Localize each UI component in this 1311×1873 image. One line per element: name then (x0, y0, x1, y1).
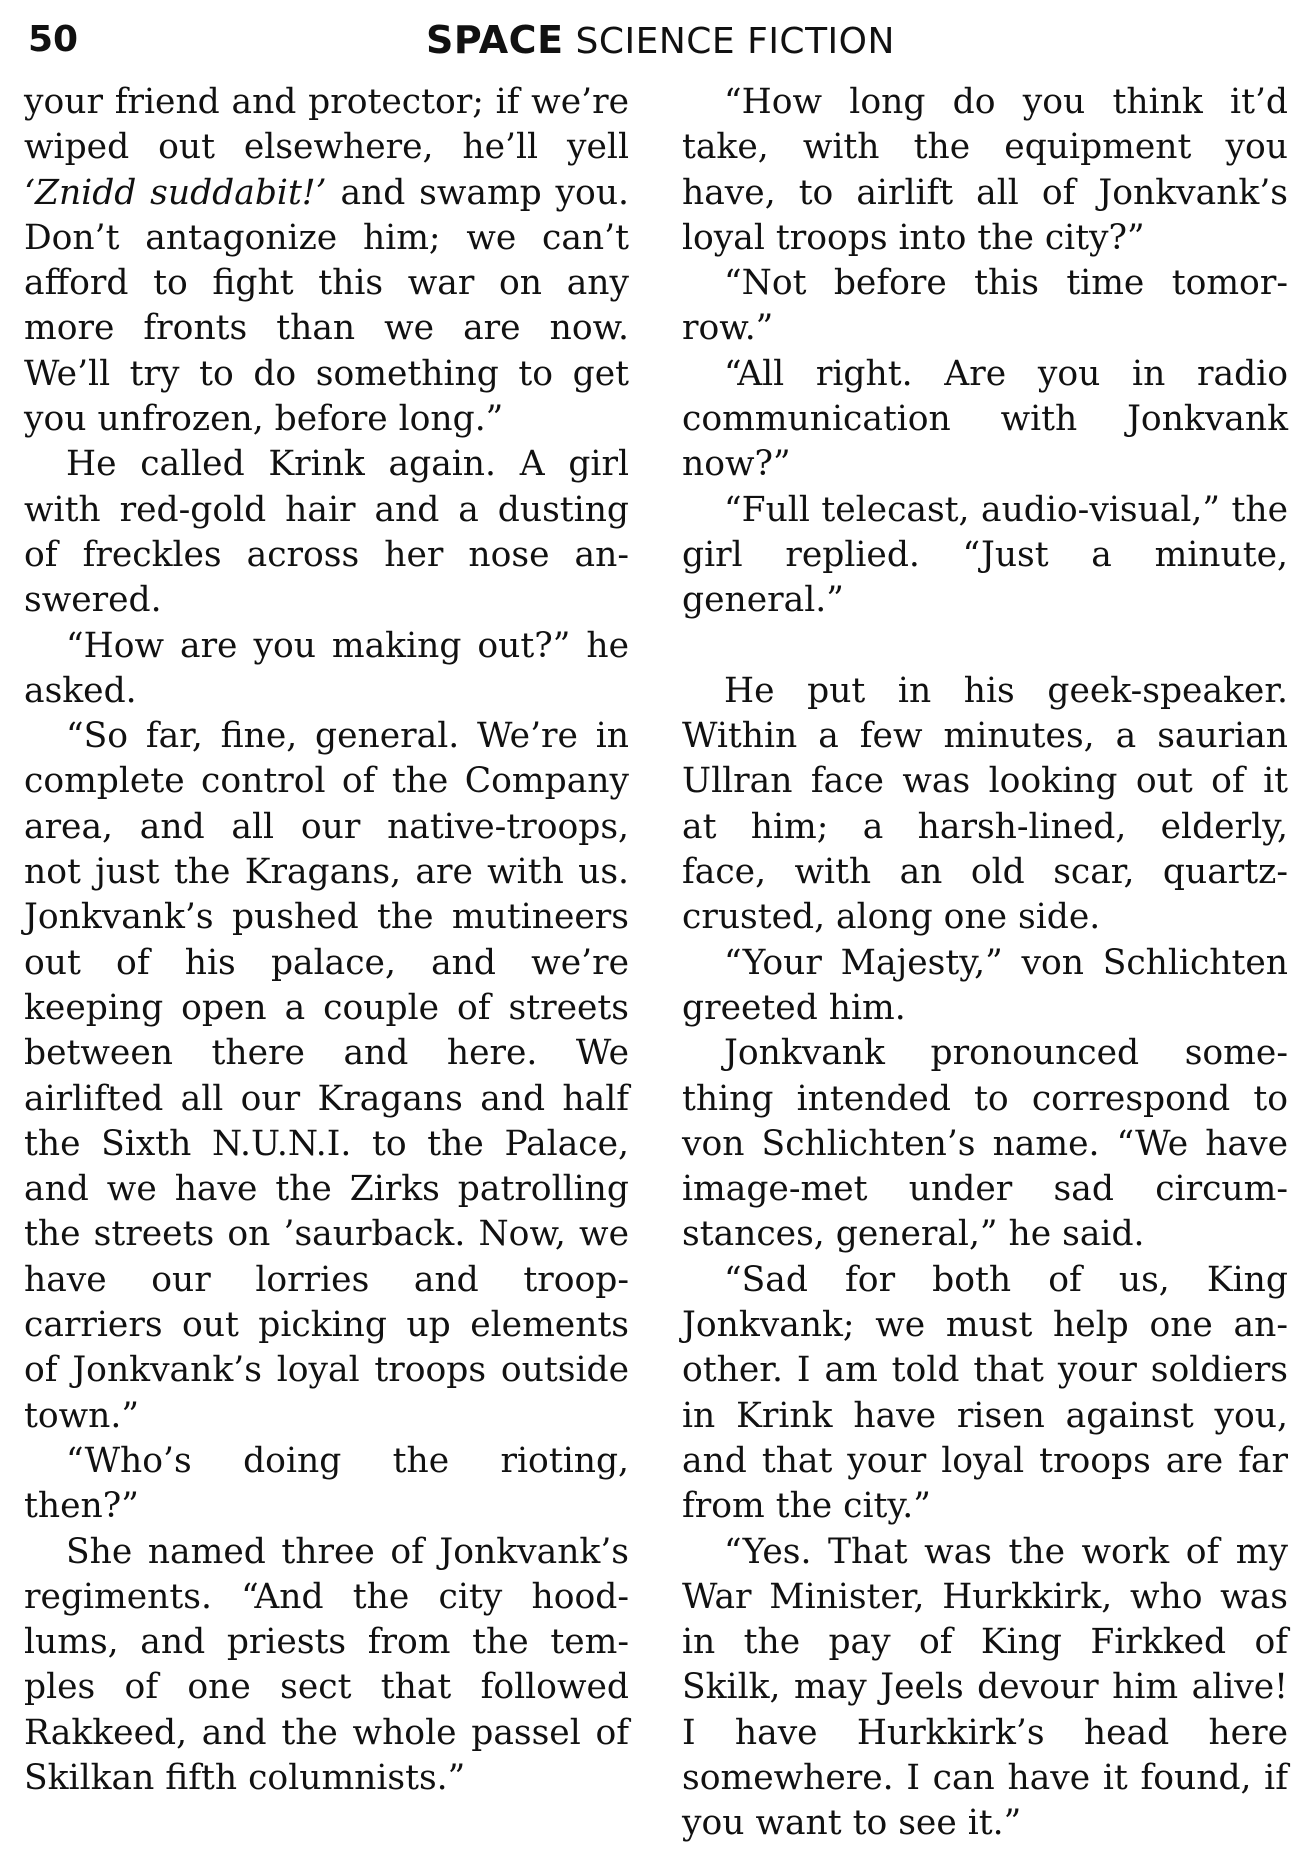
paragraph-text: and swamp you. Don’t antagonize him; we can’t afford to fight this war on any more fronts than we are now. We’ll try to do something to get you unfrozen, before long.” (24, 172, 629, 440)
paragraph: She named three of Jonkvank’s regiments. “And the city hoodlums, and priests from the temples of one sect that followed Rakkeed, and the whole passel of Skilkan fifth columnists.” (24, 1531, 629, 1798)
paragraph (24, 80, 629, 442)
paragraph: He called Krink again. A girl with red-gold hair and a dusting of freckles across her nose answered. (24, 444, 629, 621)
paragraph: “Who’s doing the rioting, then?” (24, 1440, 629, 1527)
magazine-title-rest: SCIENCE FICTION (575, 21, 895, 62)
section-break (682, 624, 1288, 669)
paragraph: He put in his geek-speaker. Within a few minutes, a saurian Ullran face was looking out of it at him; a harsh-lined, elderly, face, with an old scar, quartz-crusted, along one side. (682, 670, 1288, 938)
paragraph: “So far, fine, general. We’re in complete control of the Company area, and all our native-troops, not just the Kragans, are with us. Jonkvank’s pushed the mutineers out of his palace, and we’re keeping open a couple of streets between there and here. We airlifted all our Kragans and half the Sixth N.U.N.I. to the Palace, and we have the Zirks patrolling the streets on ’saurback. Now, we have our lorries and troop-carriers out picking up elements of Jonkvank’s loyal troops outside town.” (24, 716, 629, 1436)
page-header (28, 14, 1293, 72)
right-column (682, 80, 1288, 1847)
magazine-title (28, 18, 1293, 64)
paragraph: “Your Majesty,” von Schlichten greeted him. (682, 942, 1288, 1028)
paragraph-italic-text: ‘Znidd suddabit!’ (24, 172, 327, 213)
paragraph: “Full telecast, audio-visual,” the girl replied. “Just a minute, general.” (682, 489, 1288, 621)
paragraph: “How long do you think it’d take, with the equipment you have, to airlift all of Jonkvank’s loyal troops into the city?” (682, 82, 1288, 258)
paragraph: Jonkvank pronounced something intended to correspond to von Schlichten’s name. “We have image-met under sad circumstances, general,” he said. (682, 1033, 1288, 1255)
paragraph: “Yes. That was the work of my War Minister, Hurkkirk, who was in the pay of King Firkked of Skilk, may Jeels devour him alive! I have Hurkkirk’s head here somewhere. I can have it found, if you want to see it.” (682, 1531, 1288, 1844)
paragraph-text: your friend and protector; if we’re wiped out elsewhere, he’ll yell (24, 82, 629, 168)
paragraph: “Not before this time tomorrow.” (682, 263, 1288, 349)
paragraph: “All right. Are you in radio communication with Jonkvank now?” (682, 353, 1288, 485)
page-number: 50 (28, 19, 79, 60)
left-column (24, 80, 629, 1801)
paragraph: “Sad for both of us, King Jonkvank; we must help one another. I am told that your soldiers in Krink have risen against you, and that your loyal troops are far from the city.” (682, 1259, 1288, 1527)
magazine-title-strong: SPACE (426, 18, 564, 62)
paragraph: “How are you making out?” he asked. (24, 625, 629, 711)
